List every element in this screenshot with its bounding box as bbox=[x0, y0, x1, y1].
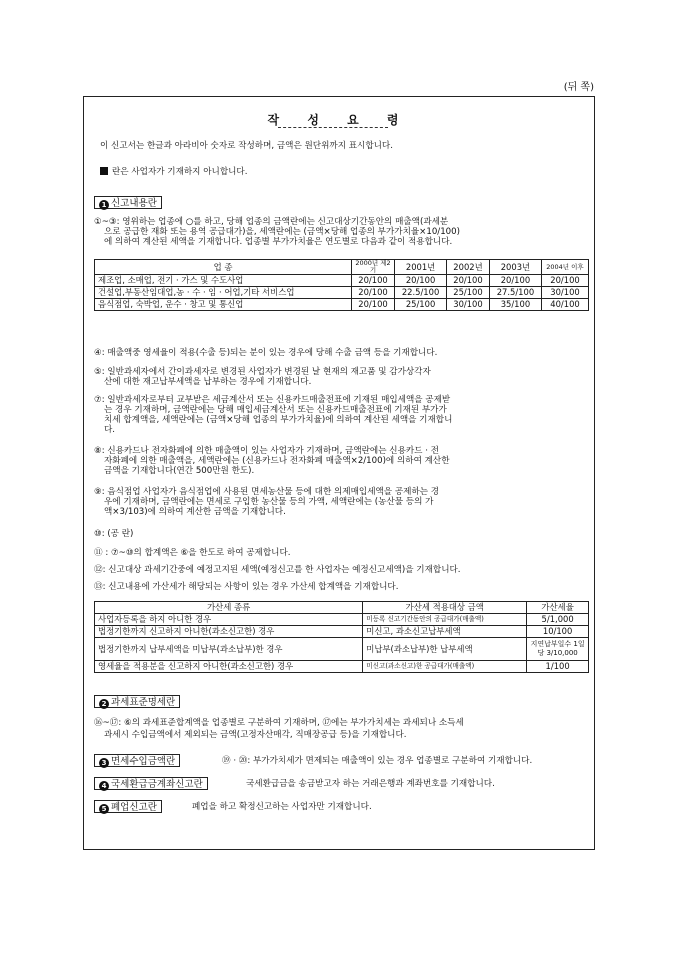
s1-line5b: 산에 대한 재고납부세액을 납부하는 경우에 기재합니다. bbox=[104, 377, 312, 387]
table-row: 건설업,부동산임대업,농 · 수 · 임 · 어업,기타 서비스업 20/100 22.5/100 25/100 27.5/100 30/100 bbox=[95, 287, 589, 299]
table-row: 제조업, 소매업, 전기 · 가스 및 수도사업 20/100 20/100 20/100 20/100 20/100 bbox=[95, 275, 589, 287]
page-side-label: (뒤 쪽) bbox=[563, 82, 594, 93]
s1-line4: ④: 매출액중 영세율이 적용(수출 등)되는 분이 있는 경우에 당해 수출 금액 등을 기재합니다. bbox=[94, 348, 438, 358]
s1-line12: ⑬: 신고내용에 가산세가 해당되는 사항이 있는 경우 가산세 합계액을 기재합니다. bbox=[94, 582, 399, 592]
rate-header-industry: 업 종 bbox=[95, 260, 352, 275]
rate-header-2004: 2004년 이후 bbox=[542, 260, 589, 275]
section-number-icon: 5 bbox=[99, 804, 109, 814]
s1-line2: 으로 공급한 재화 또는 용역 공급대가)을, 세액란에는 (금액×당해 업종의 부가가치율×10/100) bbox=[104, 227, 460, 237]
section-4-heading: 4 국세환급금계좌신고란 bbox=[94, 777, 208, 790]
s1-line9: ⑩: (공 란) bbox=[94, 529, 134, 539]
title-underline bbox=[278, 127, 388, 128]
table-row: 음식점업, 숙박업, 운수 · 창고 및 통신업 20/100 25/100 30/100 35/100 40/100 bbox=[95, 299, 589, 311]
table-row: 법정기한까지 납부세액을 미납부(과소납부)한 경우 미납부(과소납부)한 납부세액 지연납부일수 1일당 3/10,000 bbox=[95, 638, 589, 661]
section-number-icon: 2 bbox=[99, 699, 109, 709]
rate-header-2002: 2002년 bbox=[447, 260, 490, 275]
note-line bbox=[100, 167, 247, 178]
s1-line8b: 우에 기재하며, 금액란에는 면세로 구입한 농산물 등의 가액, 세액란에는 (농산물 등의 가 bbox=[104, 497, 434, 507]
s1-line6b: 는 경우 기재하며, 금액란에는 당해 매입세금계산서 또는 신용카드매출전표에 기재된 부가가 bbox=[104, 405, 447, 415]
section-number-icon: 1 bbox=[99, 200, 109, 210]
s1-line8c: 액×3/103)에 의하여 계산한 금액을 기재합니다. bbox=[104, 507, 286, 517]
s1-line6c: 치세 합계액을, 세액란에는 (금액×당해 업종의 부가가치율)에 의하여 계산된 세액을 기재합니 bbox=[104, 415, 453, 425]
black-square-icon bbox=[100, 167, 108, 175]
s2-line1: ⑯~⑰: ⑥의 과세표준합계액을 업종별로 구분하여 기재하며, ⑰에는 부가가치세는 과세되나 소득세 bbox=[94, 718, 464, 728]
instructions-frame bbox=[83, 96, 595, 850]
s1-line11: ⑫: 신고대상 과세기간중에 예정고지된 세액(예정신고를 한 사업자는 예정신고세액)을 기재합니다. bbox=[94, 565, 461, 575]
section-3-heading: 3 면세수입금액란 bbox=[94, 754, 180, 767]
s3-text: ⑲ · ⑳: 부가가치세가 면제되는 매출액이 있는 경우 업종별로 구분하여 기재합니다. bbox=[222, 756, 533, 766]
s4-text: 국세환급금을 송금받고자 하는 거래은행과 계좌번호를 기재합니다. bbox=[246, 779, 495, 789]
s1-line6d: 다. bbox=[104, 425, 116, 435]
s1-line10: ⑪ : ⑦~⑩의 합계액은 ⑥을 한도로 하여 공제합니다. bbox=[94, 548, 291, 558]
s1-line7b: 자화폐에 의한 매출액을, 세액란에는 (신용카드나 전자화폐 매출액×2/100)에 의하여 계산한 bbox=[104, 456, 450, 466]
document-title: 작 성 요 령 bbox=[267, 113, 411, 127]
s1-line6a: ⑦: 일반과세자로부터 교부받은 세금계산서 또는 신용카드매출전표에 기재된 매입세액을 공제받 bbox=[94, 395, 451, 405]
penalty-table-header: 가산세 종류 가산세 적용대상 금액 가산세율 bbox=[95, 602, 589, 614]
table-row: 사업자등록을 하지 아니한 경우 미등록 신고기간동안의 공급대가(매출액) 5/1,000 bbox=[95, 614, 589, 626]
note-text: 란은 사업자가 기재하지 아니합니다. bbox=[112, 167, 248, 177]
section-2-heading: 2 과세표준명세란 bbox=[94, 695, 180, 708]
rate-table bbox=[94, 259, 589, 311]
s1-line5a: ⑤: 일반과세자에서 간이과세자로 변경된 사업자가 변경된 날 현재의 재고품 및 감가상각자 bbox=[94, 367, 431, 377]
section-number-icon: 4 bbox=[99, 781, 109, 791]
penalty-table bbox=[94, 601, 589, 673]
rate-header-2001: 2001년 bbox=[395, 260, 447, 275]
intro-text: 이 신고서는 한글과 아라비아 숫자로 작성하며, 금액은 원단위까지 표시합니다. bbox=[100, 141, 393, 151]
rate-table-header bbox=[95, 260, 589, 275]
s1-line7c: 금액을 기재합니다(연간 500만원 한도). bbox=[104, 466, 255, 476]
table-row: 영세율을 적용분을 신고하지 아니한(과소신고한) 경우 미신고(과소신고)한 공급대가(매출액) 1/100 bbox=[95, 661, 589, 673]
rate-header-2000: 2000년 제2기 bbox=[352, 260, 395, 275]
table-row: 법정기한까지 신고하지 아니한(과소신고한) 경우 미신고, 과소신고납부세액 10/100 bbox=[95, 626, 589, 638]
rate-header-2003: 2003년 bbox=[489, 260, 541, 275]
section-5-heading: 5 폐업신고란 bbox=[94, 800, 162, 813]
section-1-heading: 1 신고내용란 bbox=[94, 196, 162, 209]
s1-line7a: ⑧: 신용카드나 전자화폐에 의한 매출액이 있는 사업자가 기재하며, 금액란에는 신용카드 · 전 bbox=[94, 446, 439, 456]
section-number-icon: 3 bbox=[99, 758, 109, 768]
s2-line2: 과세시 수입금액에서 제외되는 금액(고정자산매각, 직매장공급 등)을 기재합니다. bbox=[104, 730, 407, 740]
s5-text: 폐업을 하고 확정신고하는 사업자만 기재합니다. bbox=[192, 802, 372, 812]
s1-line3: 에 의하여 계산된 세액을 기재합니다. 업종별 부가가치율은 연도별로 다음과 같이 적용합니다. bbox=[104, 237, 453, 247]
s1-line8a: ⑨: 음식점업 사업자가 음식점업에 사용된 면세농산물 등에 대한 의제매입세액을 공제하는 경 bbox=[94, 487, 440, 497]
s1-line1: ①~③: 영위하는 업종에 ○를 하고, 당해 업종의 금액란에는 신고대상기간동안의 매출액(과세분 bbox=[94, 217, 449, 227]
